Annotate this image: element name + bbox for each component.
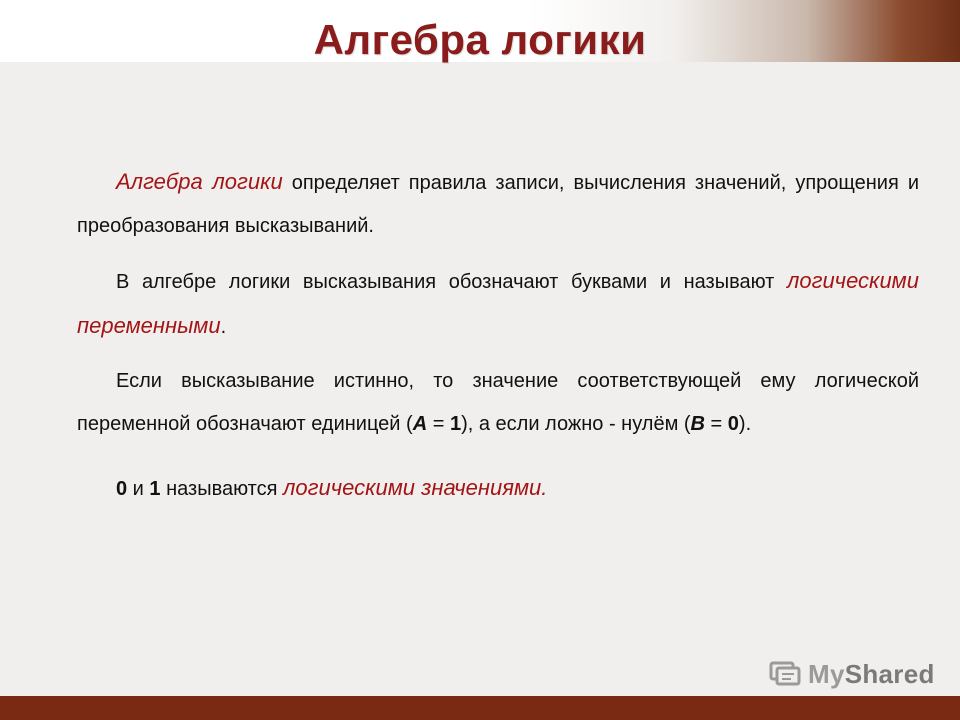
term-logical-values: логическими значениями	[283, 475, 542, 500]
paragraph-text: ), а если ложно - нулём (	[461, 413, 691, 435]
logo-text	[808, 659, 935, 690]
variable-a: А	[412, 413, 428, 435]
paragraph-variables	[77, 259, 919, 349]
conjunction: и	[127, 478, 150, 500]
paragraph-text: называются	[160, 478, 283, 500]
value-one: 1	[149, 478, 161, 500]
equals-sign: =	[704, 413, 728, 435]
term-algebra-logic: Алгебра логики	[116, 169, 283, 194]
paragraph-end: .	[541, 475, 548, 500]
logo-my: My	[808, 658, 845, 689]
slide-title: Алгебра логики	[313, 16, 647, 63]
equals-sign: =	[427, 413, 450, 435]
paragraph-end: .	[220, 316, 227, 338]
myshared-logo-icon	[768, 659, 802, 689]
value-zero: 0	[116, 478, 128, 500]
variable-b: В	[690, 413, 705, 435]
paragraph-text: определяет правила записи, вычисления значений, упрощения и преобразования высказываний.	[77, 172, 920, 237]
paragraph-definition	[77, 160, 919, 248]
paragraph-text: ).	[738, 413, 752, 435]
paragraph-text: В алгебре логики высказывания обозначают буквами и называют	[116, 271, 787, 293]
term-logical-variables: логическими переменными	[77, 268, 919, 338]
value-one: 1	[449, 413, 462, 435]
slide-content	[77, 160, 919, 522]
paragraph-text: Если высказывание истинно, то значение соответствующей ему логической переменной обозначают единицей (	[77, 370, 919, 435]
value-zero: 0	[727, 413, 739, 435]
bottom-bar	[0, 696, 960, 720]
paragraph-logical-values	[77, 466, 919, 511]
myshared-logo	[768, 656, 935, 692]
logo-shared: Shared	[844, 658, 935, 689]
paragraph-values	[77, 360, 919, 446]
